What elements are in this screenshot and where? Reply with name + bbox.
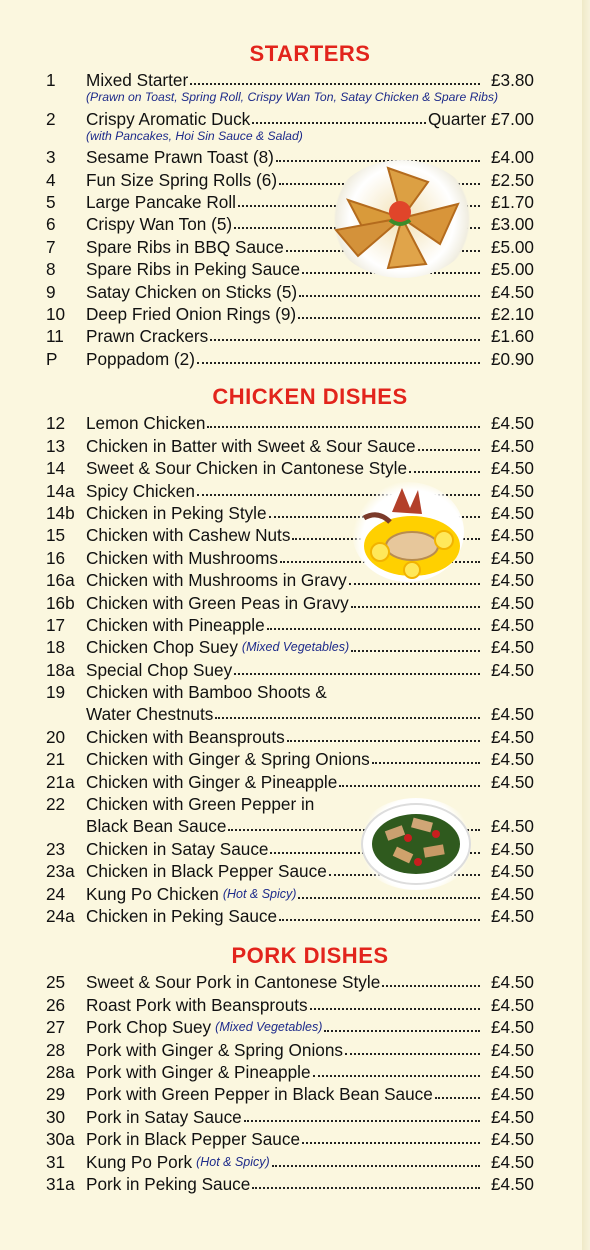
item-price: £4.50 (490, 592, 534, 613)
menu-item (0, 1015, 590, 1037)
dot-leader (299, 295, 480, 297)
dot-leader (345, 1053, 480, 1055)
item-price: £4.50 (490, 547, 534, 568)
menu-item (0, 568, 590, 590)
item-number: 21a (46, 771, 75, 792)
dot-leader (252, 122, 426, 124)
item-name: Poppadom (2) (86, 348, 195, 369)
menu-item (0, 1082, 590, 1104)
item-price: £4.00 (490, 147, 534, 168)
menu-item (0, 478, 590, 500)
section-heading-chicken: CHICKEN DISHES (212, 384, 408, 409)
dot-leader (310, 1008, 480, 1010)
item-number: 30 (46, 1106, 66, 1127)
chicken-list (0, 411, 590, 926)
item-price: £4.50 (490, 1017, 534, 1038)
menu-item (0, 167, 590, 189)
item-number: 1 (46, 70, 56, 91)
item-price: £4.50 (490, 994, 534, 1015)
item-number: 9 (46, 281, 56, 302)
item-number: 16a (46, 570, 75, 591)
item-price: £4.50 (490, 614, 534, 635)
section-heading-pork: PORK DISHES (231, 943, 389, 968)
menu-item (0, 501, 590, 523)
menu-item (0, 724, 590, 746)
dot-leader (252, 1187, 480, 1189)
item-note: (Prawn on Toast, Spring Roll, Crispy Wan Ton, Satay Chicken & Spare Ribs) (86, 90, 499, 105)
item-name: Pork in Peking Sauce (86, 1173, 251, 1194)
item-price: £4.50 (490, 458, 534, 479)
item-price: £3.80 (490, 70, 534, 91)
item-number: 14a (46, 480, 75, 501)
item-name: Pork in Black Pepper Sauce (86, 1129, 301, 1150)
menu-item (0, 881, 590, 903)
item-name: Pork with Ginger & Spring Onions (86, 1039, 343, 1060)
item-number: 28a (46, 1061, 75, 1082)
item-number: 16b (46, 592, 75, 613)
item-number: 23a (46, 861, 75, 882)
item-name-continued: Water Chestnuts (86, 704, 214, 725)
item-price: £4.50 (490, 861, 534, 882)
item-number: 31 (46, 1151, 66, 1172)
item-name: Crispy Aromatic Duck (86, 108, 251, 129)
item-number: 24a (46, 905, 75, 926)
item-price: £4.50 (490, 435, 534, 456)
menu-item (0, 1037, 590, 1059)
dot-leader (351, 606, 480, 608)
menu-item (0, 1060, 590, 1082)
item-price: £4.50 (490, 816, 534, 837)
item-name: Crispy Wan Ton (5) (86, 214, 233, 235)
menu-item (0, 859, 590, 881)
item-price: £2.10 (490, 303, 534, 324)
item-number: 16 (46, 547, 66, 568)
item-name: Chicken with Green Pepper in (86, 794, 315, 815)
dot-leader (409, 471, 480, 473)
menu-item (0, 613, 590, 635)
item-price: £1.60 (490, 326, 534, 347)
item-name: Pork with Green Pepper in Black Bean Sauce (86, 1084, 433, 1105)
item-number: 8 (46, 259, 56, 280)
item-number: 30a (46, 1129, 75, 1150)
dot-leader (244, 1120, 480, 1122)
item-name: Large Pancake Roll (86, 191, 237, 212)
menu-item (0, 1127, 590, 1149)
item-price: £4.50 (490, 1084, 534, 1105)
menu-item-continued (0, 814, 590, 836)
dot-leader (302, 1142, 480, 1144)
item-name: Chicken in Peking Style (86, 502, 267, 523)
menu-item (0, 212, 590, 234)
item-price: £4.50 (490, 659, 534, 680)
item-name: Chicken with Beansprouts (86, 726, 285, 747)
item-name: Chicken Chop Suey (86, 637, 238, 658)
item-price: £4.50 (490, 905, 534, 926)
item-price: £4.50 (490, 1151, 534, 1172)
section-heading-starters: STARTERS (249, 41, 371, 66)
dot-leader (349, 583, 480, 585)
item-name: Chicken in Satay Sauce (86, 838, 269, 859)
item-number: 31a (46, 1173, 75, 1194)
menu-item (0, 234, 590, 256)
item-price: £4.50 (490, 883, 534, 904)
item-name: Chicken in Black Pepper Sauce (86, 861, 327, 882)
item-name: Spare Ribs in Peking Sauce (86, 259, 301, 280)
item-number: 13 (46, 435, 66, 456)
item-price: £5.00 (490, 259, 534, 280)
menu-item (0, 523, 590, 545)
item-price: Quarter £7.00 (427, 108, 534, 129)
item-price: £4.50 (490, 972, 534, 993)
item-number: 20 (46, 726, 66, 747)
item-price: £2.50 (490, 169, 534, 190)
item-name: Spare Ribs in BBQ Sauce (86, 236, 284, 257)
item-price: £4.50 (490, 525, 534, 546)
item-price: £4.50 (490, 1129, 534, 1150)
item-name: Chicken with Mushrooms in Gravy (86, 570, 347, 591)
dot-leader (210, 339, 480, 341)
item-name: Kung Po Chicken (86, 883, 219, 904)
item-price: £3.00 (490, 214, 534, 235)
item-name: Chicken in Batter with Sweet & Sour Sauce (86, 435, 416, 456)
item-price: £4.50 (490, 1061, 534, 1082)
item-number: 25 (46, 972, 66, 993)
menu-item (0, 970, 590, 992)
item-price: £4.50 (490, 1173, 534, 1194)
item-number: 23 (46, 838, 66, 859)
dot-leader (190, 83, 480, 85)
menu-item (0, 302, 590, 324)
chicken-green-pepper-photo (356, 798, 476, 890)
dot-leader (298, 317, 480, 319)
item-price: £4.50 (490, 726, 534, 747)
item-tag: (Mixed Vegetables) (241, 640, 350, 655)
item-number: 18a (46, 659, 75, 680)
menu-item (0, 145, 590, 167)
menu-item (0, 590, 590, 612)
item-price: £4.50 (490, 1106, 534, 1127)
dot-leader (298, 897, 480, 899)
item-number: 29 (46, 1084, 66, 1105)
item-number: 5 (46, 191, 56, 212)
item-tag: (Hot & Spicy) (222, 886, 297, 901)
dot-leader (339, 785, 480, 787)
item-number: 6 (46, 214, 56, 235)
item-number: 28 (46, 1039, 66, 1060)
item-name: Chicken with Green Peas in Gravy (86, 592, 349, 613)
menu-item (0, 456, 590, 478)
menu-item (0, 792, 590, 814)
chicken-section (0, 383, 590, 926)
item-price: £4.50 (490, 502, 534, 523)
item-name: Deep Fried Onion Rings (9) (86, 303, 297, 324)
item-number: 19 (46, 682, 66, 703)
item-name: Prawn Crackers (86, 326, 209, 347)
menu-item (0, 346, 590, 368)
item-price: £5.00 (490, 236, 534, 257)
menu-item (0, 992, 590, 1014)
item-price: £4.50 (490, 704, 534, 725)
item-name: Fun Size Spring Rolls (6) (86, 169, 278, 190)
starters-list (0, 68, 590, 369)
item-name: Special Chop Suey (86, 659, 233, 680)
dot-leader (435, 1097, 480, 1099)
item-number: 15 (46, 525, 66, 546)
item-number: 3 (46, 147, 56, 168)
menu-item (0, 635, 590, 657)
item-tag: (Hot & Spicy) (196, 1154, 270, 1169)
item-name: Pork with Ginger & Pineapple (86, 1061, 311, 1082)
item-number: 11 (46, 326, 64, 347)
item-name: Pork Chop Suey (86, 1017, 212, 1038)
menu-item (0, 1172, 590, 1194)
menu-item (0, 657, 590, 679)
dot-leader (287, 740, 480, 742)
item-price: £4.50 (490, 281, 534, 302)
item-number: 7 (46, 236, 56, 257)
item-price: £4.50 (490, 480, 534, 501)
item-name: Mixed Starter (86, 70, 189, 91)
item-number: 18 (46, 637, 66, 658)
dot-leader (207, 426, 480, 428)
pork-list (0, 970, 590, 1194)
item-name: Chicken with Cashew Nuts (86, 525, 291, 546)
item-name: Pork in Satay Sauce (86, 1106, 242, 1127)
item-number: 17 (46, 614, 66, 635)
item-number: 24 (46, 883, 66, 904)
menu-item (0, 680, 590, 702)
item-price: £0.90 (490, 348, 534, 369)
item-name: Chicken in Peking Sauce (86, 905, 278, 926)
item-name: Satay Chicken on Sticks (5) (86, 281, 298, 302)
menu-item (0, 433, 590, 455)
dot-leader (234, 673, 480, 675)
dot-leader (351, 650, 480, 652)
dot-leader (197, 362, 480, 364)
item-name-continued: Black Bean Sauce (86, 816, 227, 837)
menu-item (0, 769, 590, 791)
menu-item (0, 904, 590, 926)
menu-item (0, 1104, 590, 1126)
dot-leader (324, 1030, 480, 1032)
dot-leader (215, 717, 480, 719)
item-price: £4.50 (490, 749, 534, 770)
dot-leader (279, 919, 480, 921)
menu-item (0, 257, 590, 279)
menu-item (0, 747, 590, 769)
item-price: £4.50 (490, 1039, 534, 1060)
dot-leader (267, 628, 480, 630)
item-number: 27 (46, 1017, 66, 1038)
menu-item-continued (0, 702, 590, 724)
dot-leader (418, 449, 480, 451)
menu-item (0, 836, 590, 858)
item-price: £4.50 (490, 637, 534, 658)
menu-item (0, 411, 590, 433)
prawn-toast-photo (328, 160, 476, 278)
item-name: Lemon Chicken (86, 413, 206, 434)
item-name: Chicken with Ginger & Spring Onions (86, 749, 370, 770)
pork-section (0, 942, 590, 1194)
item-price: £4.50 (490, 771, 534, 792)
menu-item (0, 106, 590, 128)
starters-section (0, 40, 590, 369)
item-name: Chicken with Pineapple (86, 614, 265, 635)
item-name: Roast Pork with Beansprouts (86, 994, 308, 1015)
item-number: 14 (46, 458, 66, 479)
item-price: £4.50 (490, 570, 534, 591)
item-name: Chicken with Mushrooms (86, 547, 278, 568)
menu-item (0, 1149, 590, 1171)
dot-leader (313, 1075, 480, 1077)
menu-item (0, 324, 590, 346)
menu-item (0, 190, 590, 212)
item-name: Spicy Chicken (86, 480, 195, 501)
item-price: £1.70 (490, 191, 534, 212)
item-price: £4.50 (490, 413, 534, 434)
menu-item (0, 279, 590, 301)
item-name: Chicken with Bamboo Shoots & (86, 682, 327, 703)
item-number: 12 (46, 413, 66, 434)
dot-leader (382, 985, 480, 987)
item-tag: (Mixed Vegetables) (215, 1020, 323, 1035)
item-name: Chicken with Ginger & Pineapple (86, 771, 338, 792)
menu-item (0, 545, 590, 567)
item-name: Sweet & Sour Pork in Cantonese Style (86, 972, 381, 993)
item-price: £4.50 (490, 838, 534, 859)
item-note: (with Pancakes, Hoi Sin Sauce & Salad) (86, 128, 303, 143)
item-number: 21 (46, 749, 66, 770)
item-name: Sesame Prawn Toast (8) (86, 147, 274, 168)
item-number: 22 (46, 794, 66, 815)
item-number: 14b (46, 502, 75, 523)
item-number: 26 (46, 994, 66, 1015)
menu-item (0, 68, 590, 90)
item-number: 2 (46, 108, 56, 129)
item-name: Kung Po Pork (86, 1151, 193, 1172)
lemon-chicken-photo (352, 482, 464, 582)
item-number: 10 (46, 303, 66, 324)
item-name: Sweet & Sour Chicken in Cantonese Style (86, 458, 408, 479)
item-number: P (46, 348, 58, 369)
dot-leader (272, 1165, 480, 1167)
item-number: 4 (46, 169, 56, 190)
dot-leader (372, 762, 480, 764)
